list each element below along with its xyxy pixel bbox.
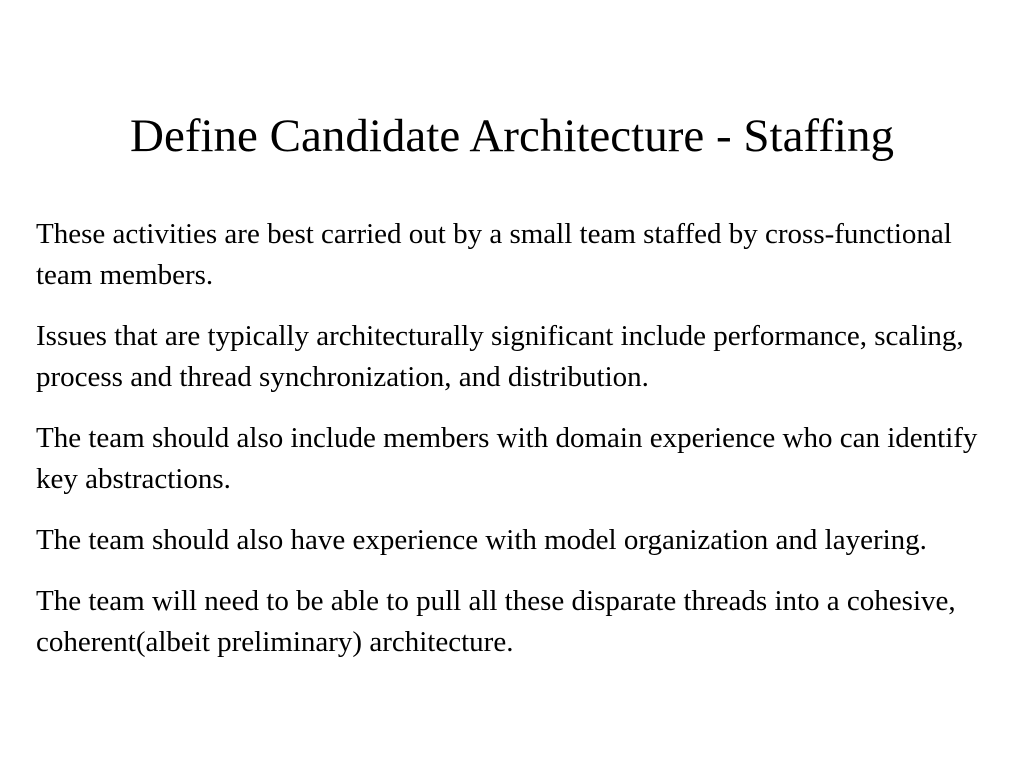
paragraph-domain-experience: The team should also include members with domain experience who can identify key abstractions.: [36, 422, 978, 495]
paragraph-team-staffing: These activities are best carried out by a small team staffed by cross-functional team members.: [36, 218, 952, 291]
slide-title: Define Candidate Architecture - Staffing: [130, 110, 894, 162]
paragraph-model-organization: The team should also have experience with model organization and layering.: [36, 524, 927, 556]
paragraph-cohesive-architecture: The team will need to be able to pull all these disparate threads into a cohesive, coherent(albeit preliminary) architecture.: [36, 585, 956, 658]
paragraph-significant-issues: Issues that are typically architecturally significant include performance, scaling, process and thread synchronization, and distribution.: [36, 320, 964, 393]
slide-body: [36, 214, 996, 663]
